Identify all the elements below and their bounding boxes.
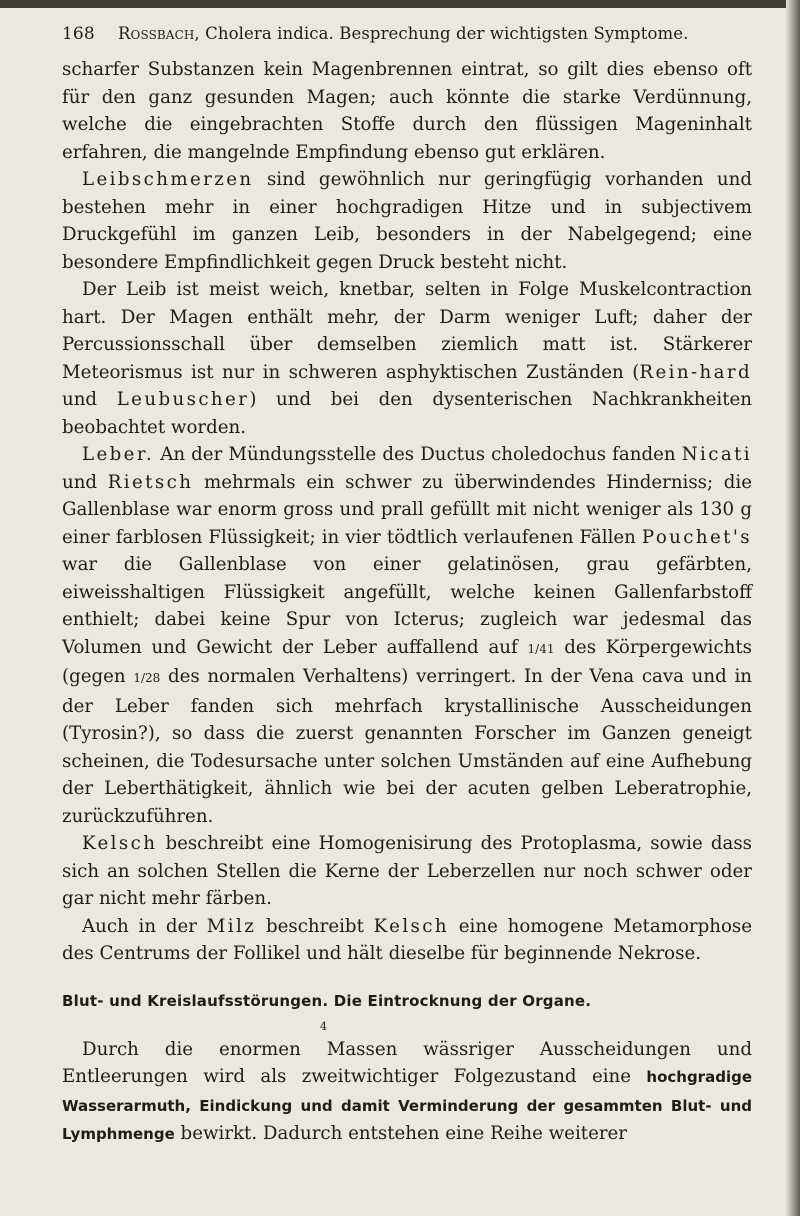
person-name: Pouchet's: [641, 526, 752, 548]
person-name: Nicati: [681, 444, 752, 465]
paragraph-text: beschreibt: [256, 915, 374, 937]
person-name: Kelsch: [82, 833, 158, 854]
page-number: 168: [62, 24, 95, 44]
paragraph-continuation: scharfer Substanzen kein Magenbrennen eintrat, so gilt dies ebenso oft für den ganz gesunden Magen; auch könnte die starke Verdünnung, welche die eingebrachten Stoffe durch den flüssigen Mageninhalt erfahren, die mangelnde Empfindung ebenso gut erklären.: [62, 59, 752, 163]
paragraph-text: mehrmals ein schwer zu überwindendes Hinderniss; die Gallenblase war enorm gross und prall gefüllt mit nicht weniger als 130 g einer farblosen Flüssigkeit; in vier tödtlich verlaufenen Fällen: [62, 471, 752, 548]
person-name: Leubuscher: [116, 389, 250, 410]
paragraph-text: Der Leib ist meist weich, knetbar, selten in Folge Muskelcontraction hart. Der Magen enthält mehr, der Darm weniger Luft; daher der Percussionsschall über demselben ziemlich matt ist. Stärkerer Meteorismus ist nur in schweren asphyktischen Zuständen (: [62, 279, 752, 383]
running-head-title: Cholera indica. Besprechung der wichtigsten Symptome.: [205, 24, 689, 43]
paragraph-blut: [62, 1036, 752, 1149]
scan-binding-edge: [786, 0, 800, 1216]
book-page: [62, 12, 752, 1149]
paragraph-leber: [62, 441, 752, 830]
paragraph-text: des Körpergewichts (gegen: [62, 636, 752, 687]
running-title: [118, 12, 688, 56]
running-head-author: Rossbach,: [118, 24, 200, 43]
emphasis-bold: hochgradige Wasserarmuth, Eindickung und damit Verminderung der gesammten Blut- und Lymphmenge: [62, 1068, 752, 1143]
paragraph-text: und: [62, 389, 117, 410]
paragraph-kelsch: [62, 830, 752, 913]
body-text: [62, 56, 752, 1149]
term-leber: Leber.: [82, 444, 155, 465]
running-head: [62, 12, 752, 56]
paragraph-text: ) und bei den dysenterischen Nachkrankheiten beobachtet worden.: [62, 389, 752, 438]
stray-mark: 4: [320, 1019, 327, 1033]
section-heading: Blut- und Kreislaufsstörungen. Die Eintrocknung der Organe.: [62, 991, 592, 1010]
paragraph-text: Auch in der: [82, 915, 207, 937]
term-milz: Milz: [206, 915, 257, 937]
paragraph-text: eine homogene Metamorphose des Centrums der Follikel und hält dieselbe für beginnende Nekrose.: [62, 915, 752, 964]
paragraph-leib: [62, 276, 752, 441]
person-name: Rein-hard: [639, 361, 752, 383]
person-name: Kelsch: [373, 915, 449, 937]
paragraph-text: und: [62, 471, 108, 493]
paragraph-text: An der Mündungsstelle des Ductus choledochus fanden: [154, 444, 682, 465]
term-leibschmerzen: Leibschmerzen: [82, 169, 254, 190]
fraction: 1/41: [527, 641, 555, 656]
paragraph-text: sind gewöhnlich nur geringfügig vorhanden und bestehen mehr in einer hochgradigen Hitze und in subjectivem Druckgefühl im ganzen Leib, besonders in der Nabelgegend; eine besondere Empfindlichkeit gegen Druck besteht nicht.: [62, 169, 752, 273]
person-name: Rietsch: [107, 471, 194, 493]
paragraph-milz: [62, 913, 752, 968]
paragraph-text: bewirkt. Dadurch entstehen eine Reihe weiterer: [174, 1123, 627, 1144]
paragraph-leibschmerzen: [62, 166, 752, 276]
paragraph-text: Durch die enormen Massen wässriger Ausscheidungen und Entleerungen wird als zweitwichtiger Folgezustand eine: [62, 1038, 752, 1087]
paragraph-text: war die Gallenblase von einer gelatinösen, grau gefärbten, eiweisshaltigen Flüssigkeit angefüllt, welche keinen Gallenfarbstoff enthielt; dabei keine Spur von Icterus; zugleich war jedesmal das Volumen und Gewicht der Leber auffallend auf: [62, 554, 752, 658]
paragraph-text: beschreibt eine Homogenisirung des Protoplasma, sowie dass sich an solchen Stellen die Kerne der Leberzellen nur noch schwer oder gar nicht mehr färben.: [62, 833, 752, 909]
paragraph-text: des normalen Verhaltens) verringert. In der Vena cava und in der Leber fanden sich mehrfach krystallinische Ausscheidungen (Tyrosin?), so dass die zuerst genannten Forscher im Ganzen geneigt scheinen, die Todesursache unter solchen Umständen auf eine Aufhebung der Leberthätigkeit, ähnlich wie bei der acuten gelben Leberatrophie, zurückzuführen.: [62, 666, 752, 827]
scan-top-edge: [0, 0, 800, 8]
fraction: 1/28: [133, 671, 161, 685]
